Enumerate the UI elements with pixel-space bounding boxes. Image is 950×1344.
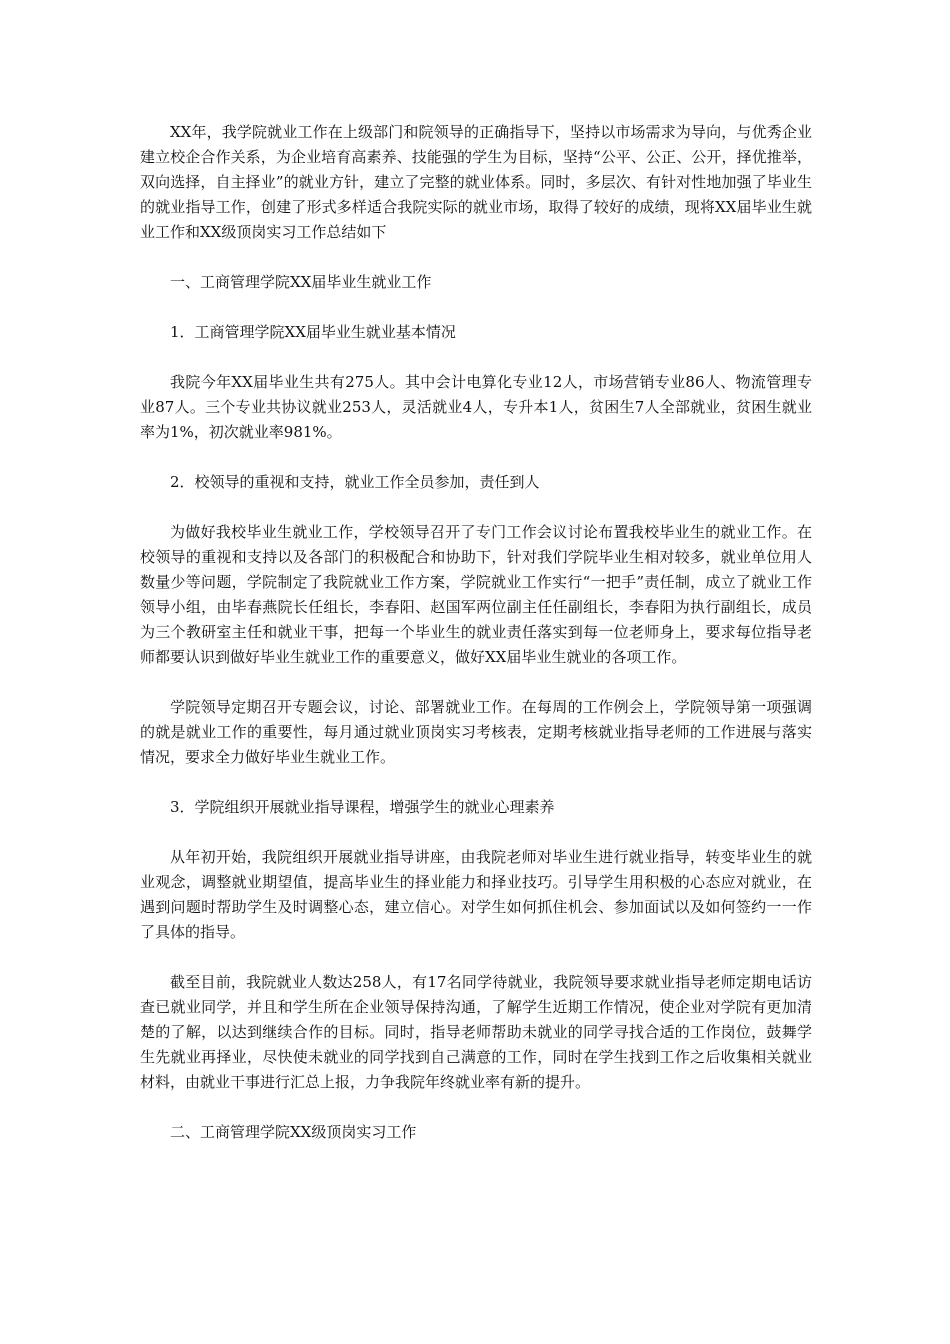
subsection-2-heading: 2．校领导的重视和支持，就业工作全员参加，责任到人 (170, 473, 540, 491)
section-2-heading: 二、工商管理学院XX级顶岗实习工作 (170, 1123, 417, 1141)
subsection-1-heading: 1．工商管理学院XX届毕业生就业基本情况 (170, 323, 456, 341)
intro-paragraph: XX年，我学院就业工作在上级部门和院领导的正确指导下，坚持以市场需求为导向，与优秀企业建立校企合作关系，为企业培育高素养、技能强的学生为目标，坚持“公平、公正、公开，择优推举，双向选择，自主择业”的就业方针，建立了完整的就业体系。同时，多层次、有针对性地加强了毕业生的就业指导工作，创建了形式多样适合我院实际的就业市场，取得了较好的成绩，现将XX届毕业生就业工作和XX级顶岗实习工作总结如下 (140, 123, 812, 241)
document-page (140, 120, 812, 1170)
subsection-3-heading: 3．学院组织开展就业指导课程，增强学生的就业心理素养 (170, 798, 555, 816)
subsection-2-paragraph-1: 为做好我校毕业生就业工作，学校领导召开了专门工作会议讨论布置我校毕业生的就业工作。在校领导的重视和支持以及各部门的积极配合和协助下，针对我们学院毕业生相对较多，就业单位用人数量少等问题，学院制定了我院就业工作方案，学院就业工作实行“一把手”责任制，成立了就业工作领导小组，由毕春燕院长任组长，李春阳、赵国军两位副主任任副组长，李春阳为执行副组长，成员为三个教研室主任和就业干事，把每一个毕业生的就业责任落实到每一位老师身上，要求每位指导老师都要认识到做好毕业生就业工作的重要意义，做好XX届毕业生就业的各项工作。 (140, 523, 812, 666)
subsection-2-paragraph-2: 学院领导定期召开专题会议，讨论、部署就业工作。在每周的工作例会上，学院领导第一项强调的就是就业工作的重要性，每月通过就业顶岗实习考核表，定期考核就业指导老师的工作进展与落实情况，要求全力做好毕业生就业工作。 (140, 698, 812, 766)
subsection-3-paragraph-1: 从年初开始，我院组织开展就业指导讲座，由我院老师对毕业生进行就业指导，转变毕业生的就业观念，调整就业期望值，提高毕业生的择业能力和择业技巧。引导学生用积极的心态应对就业，在遇到问题时帮助学生及时调整心态，建立信心。对学生如何抓住机会、参加面试以及如何签约一一作了具体的指导。 (140, 848, 812, 941)
subsection-1-paragraph: 我院今年XX届毕业生共有275人。其中会计电算化专业12人，市场营销专业86人、物流管理专业87人。三个专业共协议就业253人，灵活就业4人，专升本1人，贫困生7人全部就业，贫困生就业率为1%，初次就业率981%。 (140, 373, 812, 441)
section-1-heading: 一、工商管理学院XX届毕业生就业工作 (170, 273, 432, 291)
subsection-3-paragraph-2: 截至目前，我院就业人数达258人，有17名同学待就业，我院领导要求就业指导老师定期电话访查已就业同学，并且和学生所在企业领导保持沟通，了解学生近期工作情况，使企业对学院有更加清楚的了解，以达到继续合作的目标。同时，指导老师帮助未就业的同学寻找合适的工作岗位，鼓舞学生先就业再择业，尽快使未就业的同学找到自己满意的工作，同时在学生找到工作之后收集相关就业材料，由就业干事进行汇总上报，力争我院年终就业率有新的提升。 (140, 973, 812, 1091)
